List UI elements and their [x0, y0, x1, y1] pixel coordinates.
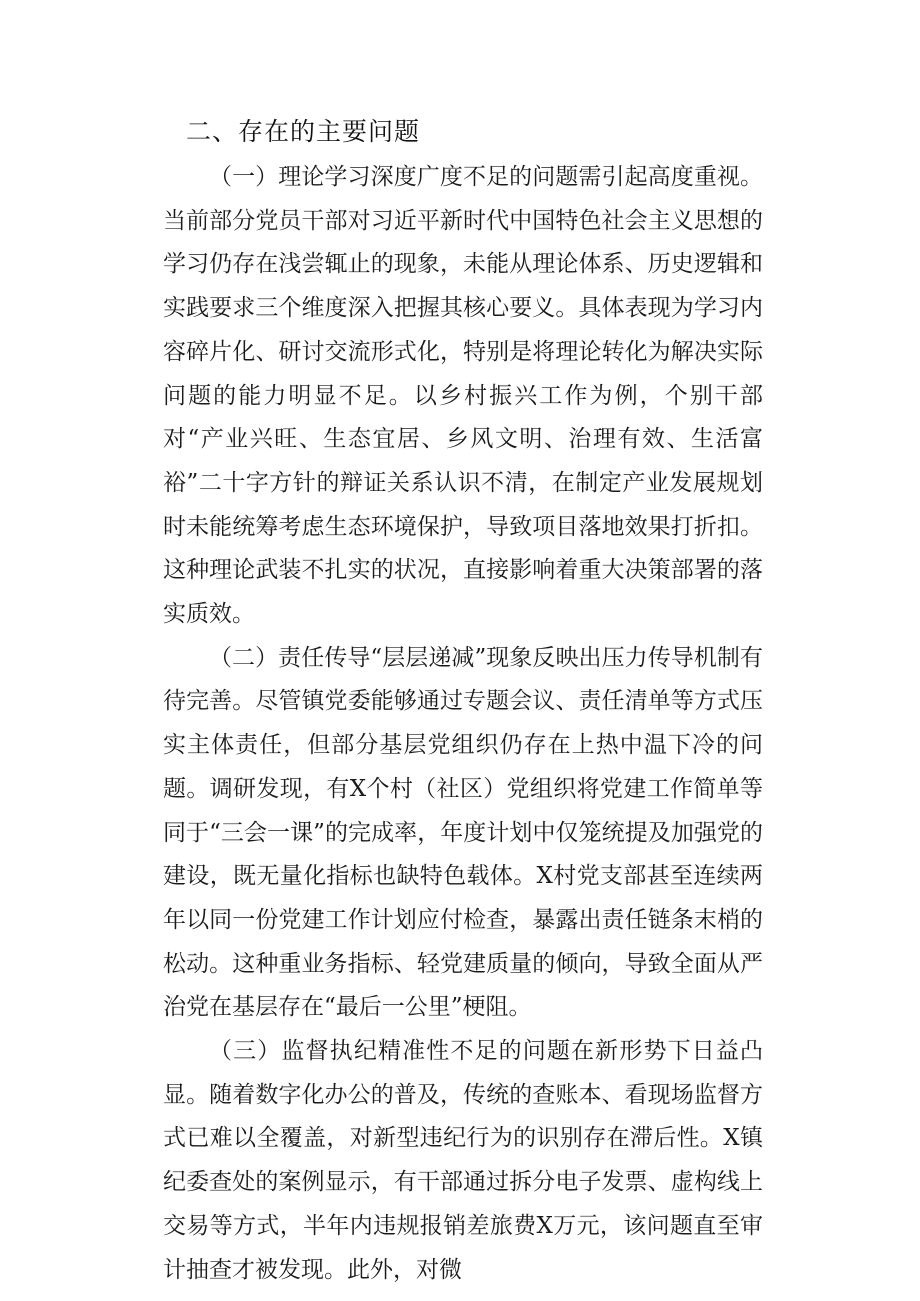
- document-body: [163, 156, 763, 1292]
- paragraph-2: （二）责任传导“层层递减”现象反映出压力传导机制有待完善。尽管镇党委能够通过专题会议、责任清单等方式压实主体责任，但部分基层党组织仍存在上热中温下冷的问题。调研发现，有X个村（社区）党组织将党建工作简单等同于“三会一课”的完成率，年度计划中仅笼统提及加强党的建设，既无量化指标也缺特色载体。X村党支部甚至连续两年以同一份党建工作计划应付检查，暴露出责任链条末梢的松动。这种重业务指标、轻党建质量的倾向，导致全面从严治党在基层存在“最后一公里”梗阻。: [163, 644, 763, 1021]
- paragraph-3: （三）监督执纪精准性不足的问题在新形势下日益凸显。随着数字化办公的普及，传统的查账本、看现场监督方式已难以全覆盖，对新型违纪行为的识别存在滞后性。X镇纪委查处的案例显示，有干部通过拆分电子发票、虚构线上交易等方式，半年内违规报销差旅费X万元，该问题直至审计抽查才被发现。此外，对微: [163, 1038, 763, 1283]
- paragraph-1: （一）理论学习深度广度不足的问题需引起高度重视。当前部分党员干部对习近平新时代中国特色社会主义思想的学习仍存在浅尝辄止的现象，未能从理论体系、历史逻辑和实践要求三个维度深入把握其核心要义。具体表现为学习内容碎片化、研讨交流形式化，特别是将理论转化为解决实际问题的能力明显不足。以乡村振兴工作为例，个别干部对“产业兴旺、生态宜居、乡风文明、治理有效、生活富裕”二十字方针的辩证关系认识不清，在制定产业发展规划时未能统筹考虑生态环境保护，导致项目落地效果打折扣。这种理论武装不扎实的状况，直接影响着重大决策部署的落实质效。: [163, 164, 763, 628]
- section-heading: 二、存在的主要问题: [186, 117, 421, 146]
